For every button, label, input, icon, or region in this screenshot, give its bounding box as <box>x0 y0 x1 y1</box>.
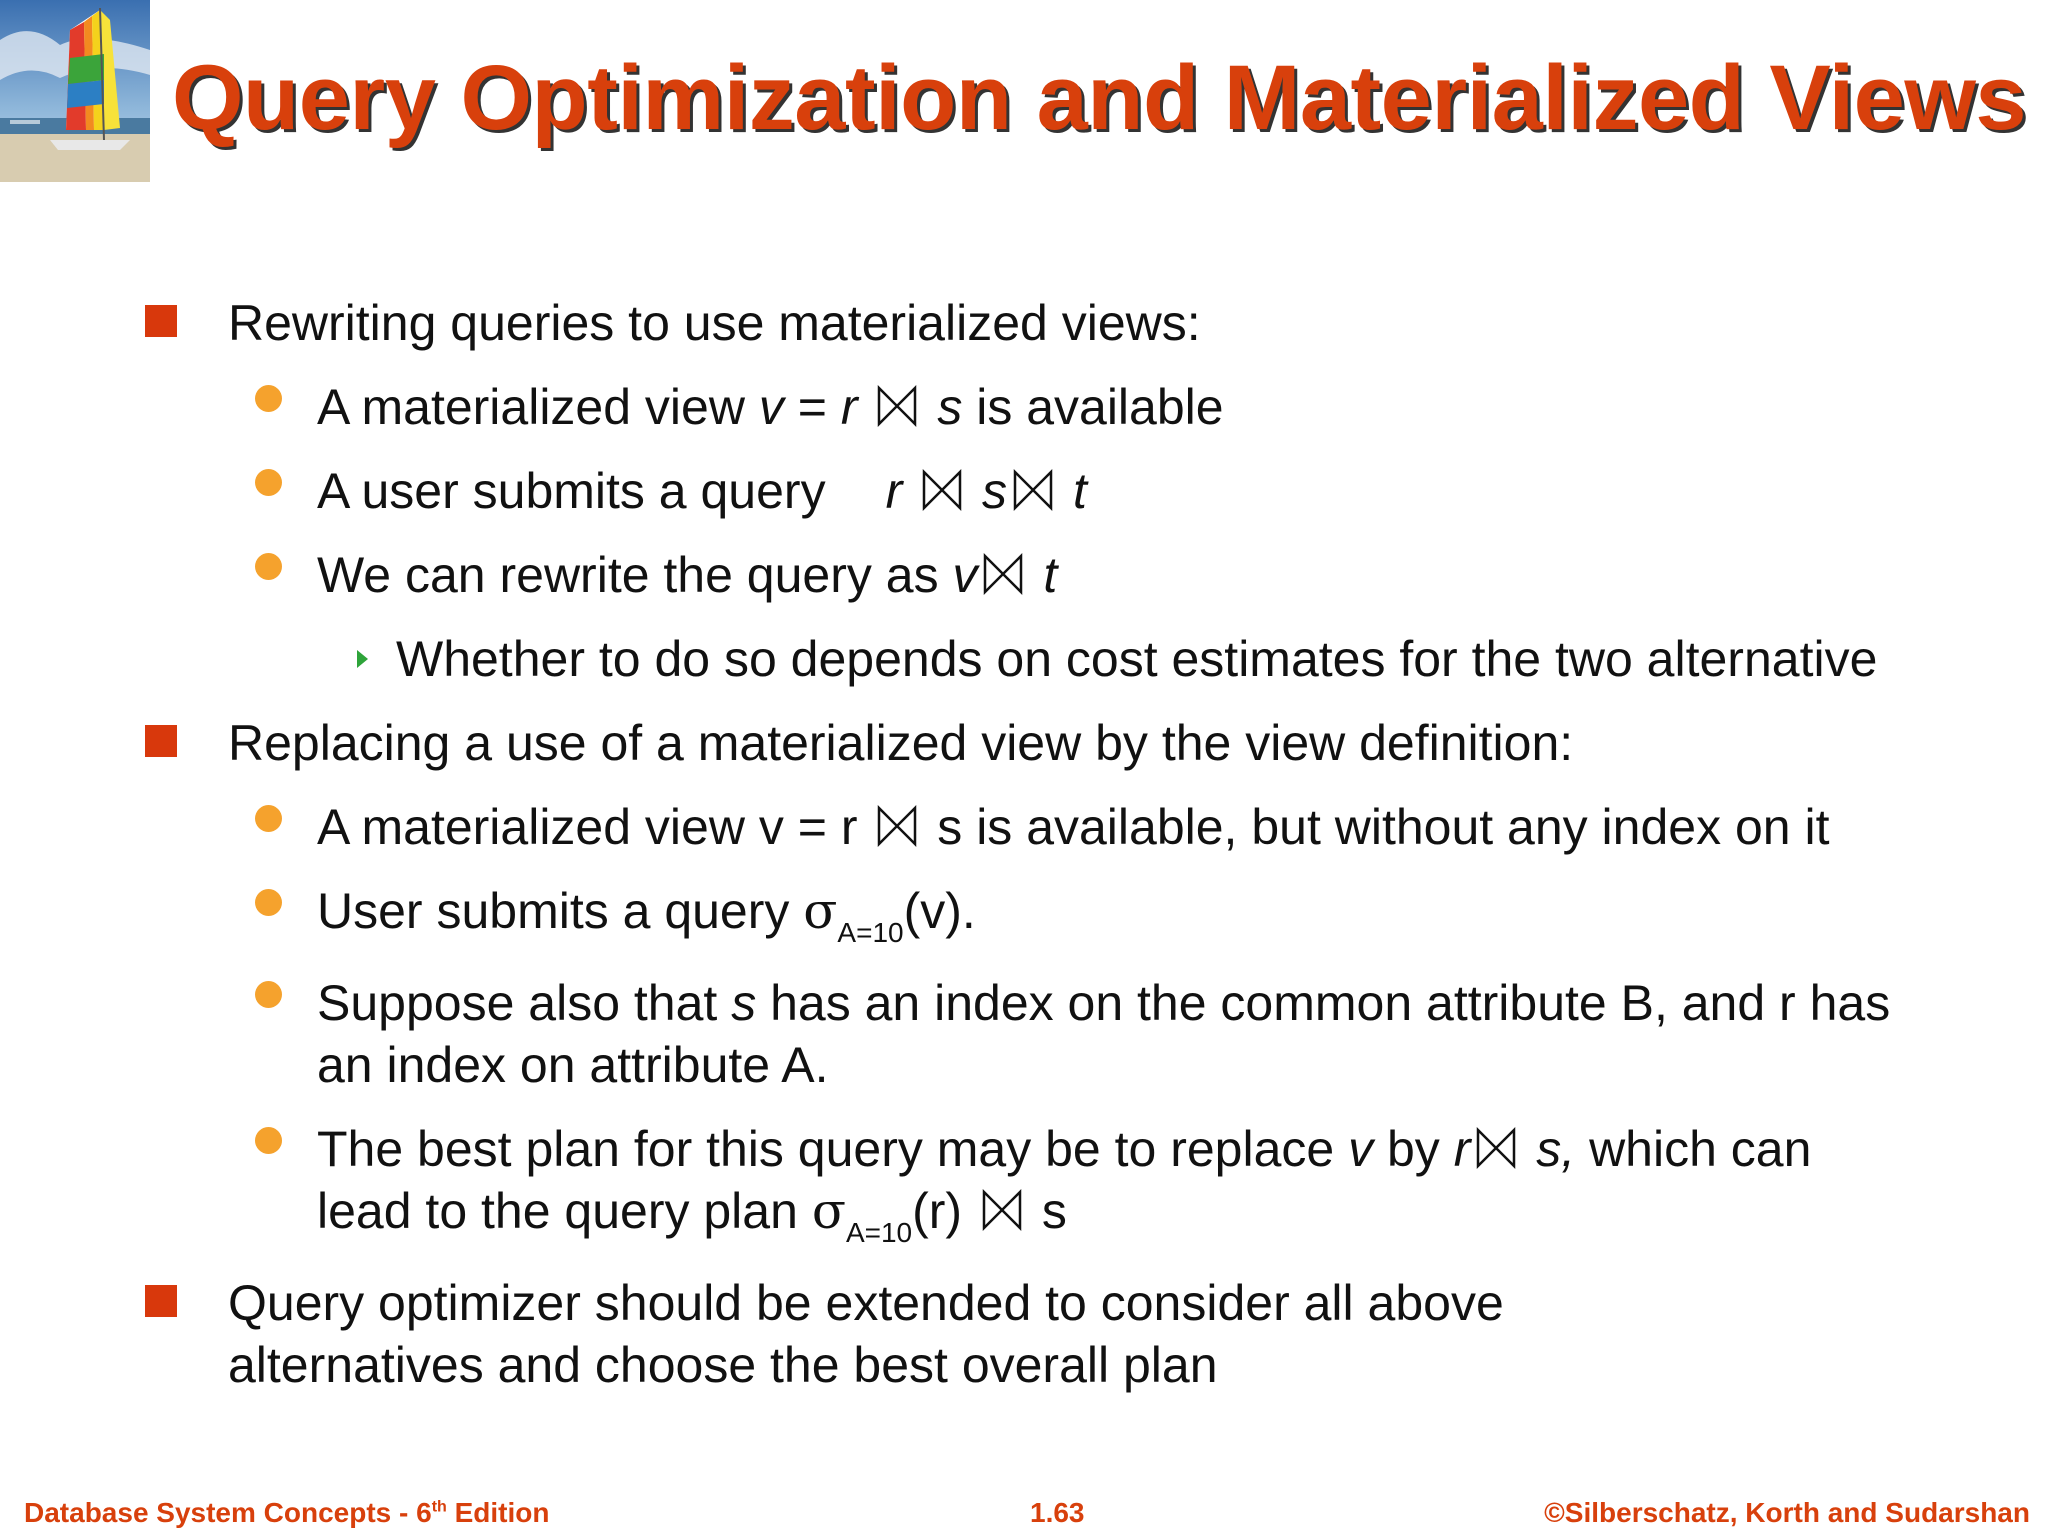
arrow-bullet-icon <box>357 650 368 668</box>
square-bullet-icon <box>145 305 177 337</box>
bullet-user-query: A user submits a query r s t <box>317 463 1087 519</box>
natural-join-icon <box>920 468 964 512</box>
slide-title: Query Optimization and Materialized Views <box>172 47 2027 149</box>
footer-page-number: 1.63 <box>1030 1497 1085 1528</box>
round-bullet-icon <box>255 889 282 916</box>
bullet-view-available: A materialized view v = r s is available <box>317 379 1224 435</box>
natural-join-icon <box>875 804 919 848</box>
bullet-optimizer-extended: Query optimizer should be extended to consider all above <box>228 1275 1504 1331</box>
bullet-rewriting-queries: Rewriting queries to use materialized views: <box>228 295 1201 351</box>
natural-join-icon <box>875 384 919 428</box>
bullet-best-plan: The best plan for this query may be to replace v by r s, which can <box>317 1121 1812 1177</box>
bullet-view-no-index: A materialized view v = r s is available, but without any index on it <box>317 799 1830 855</box>
square-bullet-icon <box>145 725 177 757</box>
round-bullet-icon <box>255 981 282 1008</box>
natural-join-icon <box>1011 468 1055 512</box>
natural-join-icon <box>980 1188 1024 1232</box>
natural-join-icon <box>1474 1126 1518 1170</box>
bullet-user-selection: User submits a query $\sigma_{A=10}(v)$. <box>317 882 976 948</box>
footer-copyright: ©Silberschatz, Korth and Sudarshan <box>1544 1497 2030 1528</box>
square-bullet-icon <box>145 1285 177 1317</box>
bullet-index-assumption-line2: an index on attribute A. <box>317 1037 829 1093</box>
footer-book-title: Database System Concepts - 6th Edition <box>24 1497 550 1528</box>
round-bullet-icon <box>255 469 282 496</box>
bullet-best-plan-line2: lead to the query plan $\sigma_{A=10}(r)$ s <box>317 1182 1067 1248</box>
bullet-index-assumption: Suppose also that s has an index on the common attribute B, and r has <box>317 975 1891 1031</box>
round-bullet-icon <box>255 553 282 580</box>
round-bullet-icon <box>255 1127 282 1154</box>
round-bullet-icon <box>255 385 282 412</box>
bullet-replacing-view: Replacing a use of a materialized view by the view definition: <box>228 715 1574 771</box>
bullet-rewrite-query: We can rewrite the query as v t <box>317 547 1058 603</box>
natural-join-icon <box>981 552 1025 596</box>
round-bullet-icon <box>255 805 282 832</box>
bullet-optimizer-extended-line2: alternatives and choose the best overall plan <box>228 1337 1218 1393</box>
bullet-cost-estimates: Whether to do so depends on cost estimates for the two alternative <box>396 631 1878 687</box>
